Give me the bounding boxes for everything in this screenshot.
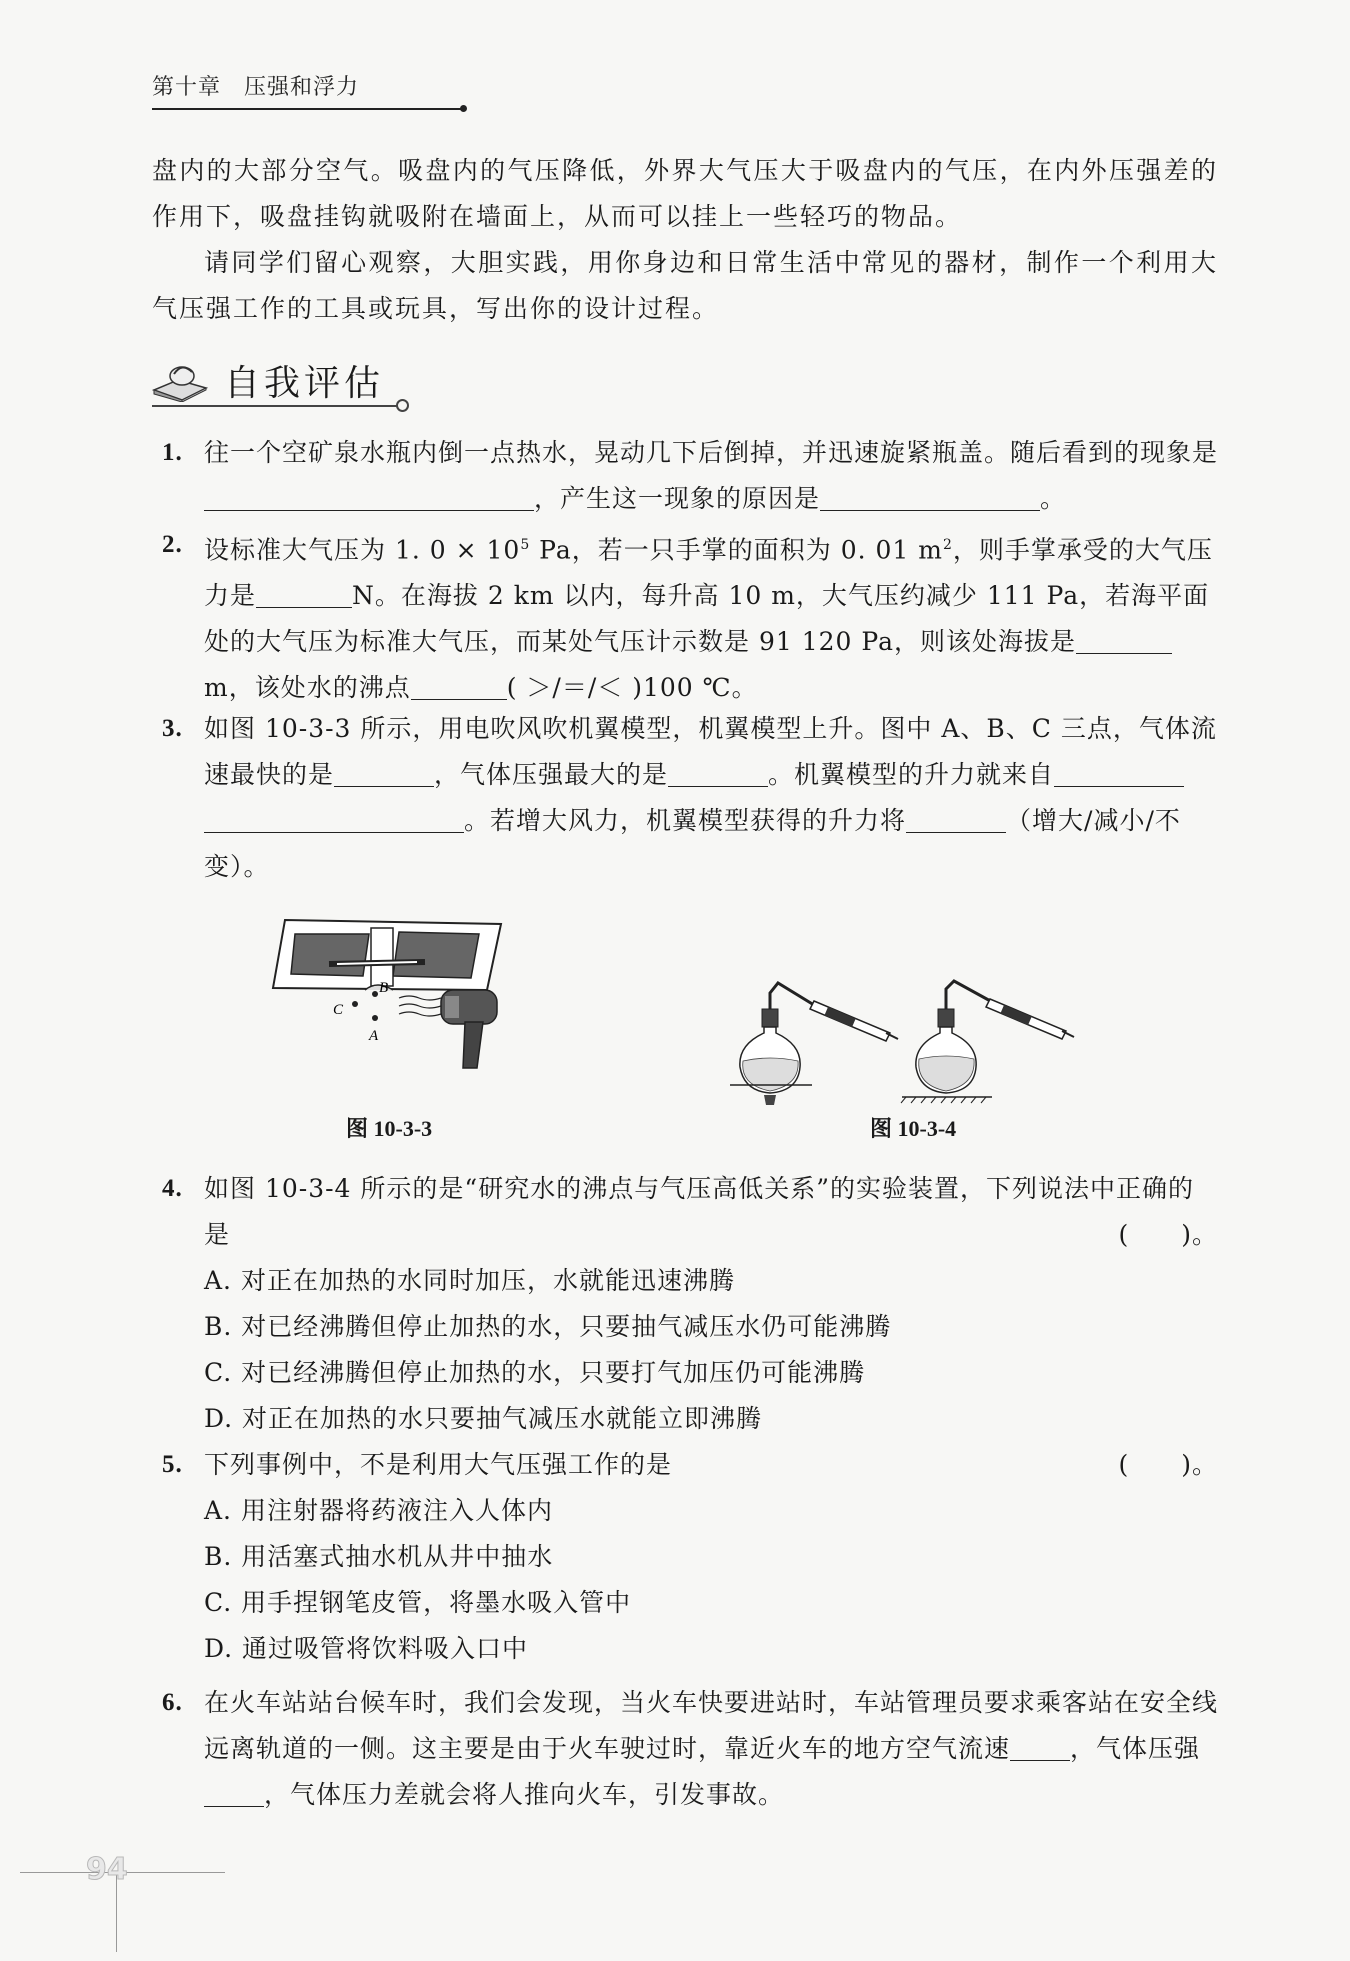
question-text: ，则手掌承受的大气压力是 [204, 535, 1213, 611]
option-b[interactable]: B. 对已经沸腾但停止加热的水，只要抽气减压水仍可能沸腾 [204, 1312, 892, 1341]
answer-blank[interactable] [411, 669, 507, 700]
answer-blank[interactable] [1010, 1730, 1070, 1761]
question-number: 5. [162, 1451, 183, 1478]
answer-blank[interactable] [820, 480, 1040, 511]
boiling-flask-figure [726, 975, 1096, 1105]
question-text: 。若增大风力，机翼模型获得的升力将 [464, 806, 907, 835]
question-text: 。 [1040, 484, 1067, 513]
section-rule-dot [396, 399, 409, 412]
question-5 [152, 1442, 1218, 1672]
answer-blank[interactable] [204, 480, 534, 511]
header-rule [152, 108, 464, 110]
question-text: ( ＞/＝/＜ )100 ℃。 [506, 673, 758, 703]
question-text: ，气体压强最大的是 [434, 760, 669, 789]
question-text: N。在海拔 2 km 以内，每升高 10 m，大气压约减少 111 Pa，若海平面处的大气压为标准大气压，而某处气压计示数是 91 120 Pa，则该处海拔是 [204, 581, 1210, 657]
option-a[interactable]: A. 对正在加热的水同时加压，水就能迅速沸腾 [204, 1266, 735, 1295]
section-title: 自我评估 [224, 363, 385, 404]
question-4 [152, 1166, 1218, 1442]
point-label-a: A [369, 1028, 379, 1044]
section-rule [152, 405, 400, 407]
answer-blank[interactable] [906, 802, 1006, 833]
question-text: 往一个空矿泉水瓶内倒一点热水，晃动几下后倒掉，并迅速旋紧瓶盖。随后看到的现象是 [204, 438, 1219, 467]
book-pen-icon [152, 358, 208, 402]
question-number: 1. [162, 439, 183, 466]
question-text: ，产生这一现象的原因是 [534, 484, 821, 513]
point-label-c: C [333, 1002, 344, 1018]
answer-blank[interactable] [1076, 623, 1172, 654]
option-b[interactable]: B. 用活塞式抽水机从井中抽水 [204, 1542, 554, 1571]
option-c[interactable]: C. 对已经沸腾但停止加热的水，只要打气加压仍可能沸腾 [204, 1358, 866, 1387]
question-text: 在火车站站台候车时，我们会发现，当火车快要进站时，车站管理员要求乘客站在安全线远离轨道的一侧。这主要是由于火车驶过时，靠近火车的地方空气流速 [204, 1688, 1219, 1763]
option-d[interactable]: D. 对正在加热的水只要抽气减压水就能立即沸腾 [204, 1404, 763, 1433]
header-rule-dot [460, 105, 467, 112]
answer-blank[interactable] [256, 577, 352, 608]
chapter-header: 第十章 压强和浮力 [152, 75, 360, 100]
question-number: 6. [162, 1689, 183, 1716]
question-2 [152, 522, 1218, 711]
intro-paragraph-1: 盘内的大部分空气。吸盘内的气压降低，外界大气压大于吸盘内的气压，在内外压强差的作用下，吸盘挂钩就吸附在墙面上，从而可以挂上一些轻巧的物品。 [152, 156, 1218, 231]
question-text: 设标准大气压为 1. 0 × 10 [204, 535, 521, 565]
question-text: m，该处水的沸点 [204, 673, 411, 703]
answer-blank[interactable] [668, 756, 768, 787]
question-text: 下列事例中，不是利用大气压强工作的是 [204, 1450, 673, 1479]
question-3 [152, 706, 1218, 890]
figure-caption: 图 10-3-4 [870, 1116, 957, 1141]
question-number: 2. [162, 531, 183, 558]
question-number: 4. [162, 1175, 183, 1202]
question-number: 3. [162, 715, 183, 742]
exponent: 5 [520, 537, 531, 553]
question-text: ，气体压强 [1070, 1734, 1201, 1763]
question-6 [152, 1680, 1218, 1818]
question-1 [152, 430, 1218, 522]
question-text: Pa，若一只手掌的面积为 0. 01 m [530, 535, 943, 565]
question-text: ，气体压力差就会将人推向火车，引发事故。 [264, 1780, 785, 1809]
point-label-b: B [379, 980, 389, 996]
question-text: 。机翼模型的升力就来自 [768, 760, 1055, 789]
question-text: （增大/减小/不变）。 [204, 806, 1181, 881]
answer-blank[interactable] [204, 1776, 264, 1807]
figure-caption: 图 10-3-3 [346, 1116, 433, 1141]
option-c[interactable]: C. 用手捏钢笔皮管，将墨水吸入管中 [204, 1588, 632, 1617]
question-text: 如图 10-3-4 所示的是“研究水的沸点与气压高低关系”的实验装置，下列说法中正确的是 [204, 1174, 1194, 1249]
intro-paragraph-2: 请同学们留心观察，大胆实践，用你身边和日常生活中常见的器材，制作一个利用大气压强工作的工具或玩具，写出你的设计过程。 [152, 248, 1218, 323]
page-number: 94 [86, 1852, 128, 1887]
answer-blank[interactable] [1054, 756, 1184, 787]
answer-blank[interactable] [204, 802, 464, 833]
option-a[interactable]: A. 用注射器将药液注入人体内 [204, 1496, 553, 1525]
question-text: 如图 10-3-3 所示，用电吹风吹机翼模型，机翼模型上升。图中 A、B、C 三点，气体流速最快的是 [204, 714, 1217, 789]
option-d[interactable]: D. 通过吸管将饮料吸入口中 [204, 1634, 529, 1663]
answer-paren[interactable]: ( )。 [1118, 1450, 1218, 1479]
answer-blank[interactable] [334, 756, 434, 787]
intro-text [152, 148, 1218, 332]
answer-paren[interactable]: ( )。 [1118, 1220, 1218, 1249]
wing-model-figure [265, 918, 515, 1078]
exponent: 2 [943, 537, 953, 553]
